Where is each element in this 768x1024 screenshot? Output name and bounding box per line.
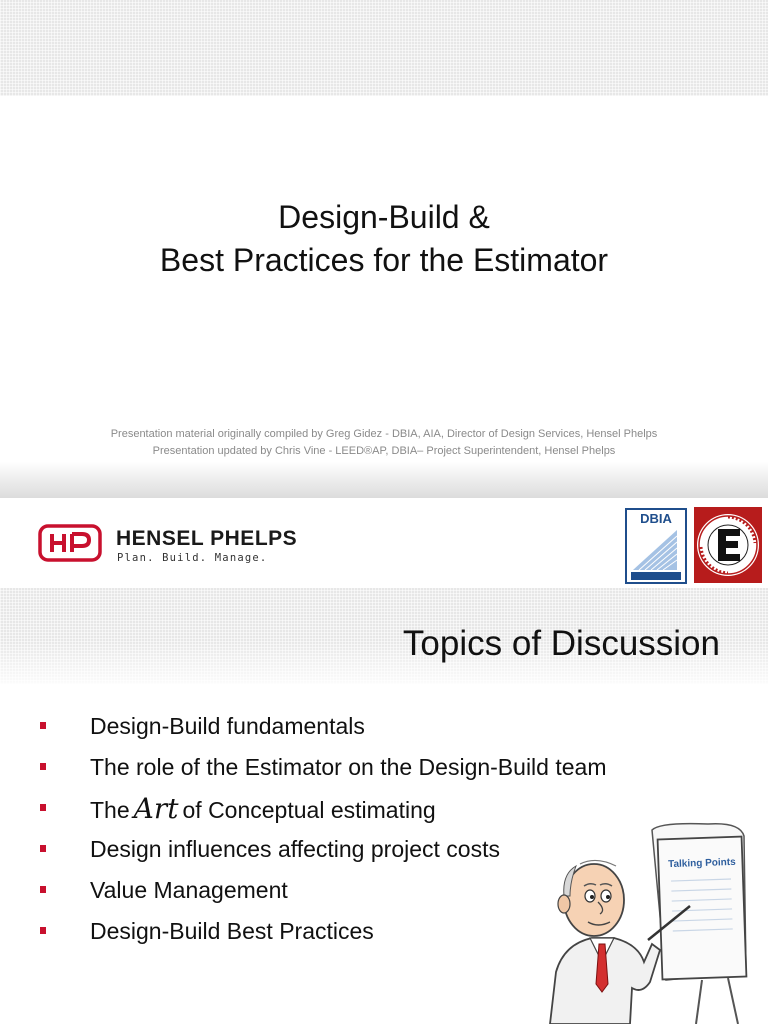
- list-item: The Art of Conceptual estimating: [40, 788, 606, 829]
- presenter-clipart-icon: [540, 822, 768, 1024]
- dbia-logo-icon: [625, 508, 687, 584]
- presentation-title: [0, 196, 768, 282]
- dbia-logo-text: DBIA: [640, 511, 672, 526]
- list-item: Design influences affecting project costs: [40, 829, 606, 870]
- bullet-square-icon: [40, 845, 46, 852]
- bullet-square-icon: [40, 763, 46, 770]
- presentation-credits: [0, 426, 768, 460]
- list-item: Design-Build Best Practices: [40, 911, 606, 952]
- hensel-phelps-logo-icon: [38, 524, 102, 562]
- list-item: The role of the Estimator on the Design-Build team: [40, 747, 606, 788]
- title-line-1: Design-Build &: [278, 199, 490, 235]
- bullet-square-icon: [40, 722, 46, 729]
- company-tagline: Plan. Build. Manage.: [117, 552, 268, 564]
- credit-line-2: Presentation updated by Chris Vine - LEED®AP, DBIA– Project Superintendent, Hensel Phelps: [152, 445, 616, 457]
- slide-heading: Topics of Discussion: [402, 624, 720, 663]
- topics-slide: [0, 588, 768, 1024]
- list-item: Value Management: [40, 870, 606, 911]
- credit-line-1: Presentation material originally compiled by Greg Gidez - DBIA, AIA, Director of Design Services, Hensel Phelps: [110, 428, 658, 440]
- hp-monogram: HP: [70, 548, 72, 549]
- flipchart-text: Talking Points: [667, 856, 736, 871]
- header-texture: [0, 0, 768, 96]
- title-line-2: Best Practices for the Estimator: [159, 242, 609, 278]
- company-name: HENSEL PHELPS: [116, 527, 298, 550]
- footer-band: [0, 462, 768, 498]
- bullet-square-icon: [40, 886, 46, 893]
- art-emphasis: Art: [133, 792, 179, 825]
- list-item: Design-Build fundamentals: [40, 706, 606, 747]
- topics-list: [40, 706, 606, 952]
- bullet-square-icon: [40, 804, 46, 811]
- bullet-square-icon: [40, 927, 46, 934]
- estimators-society-logo-icon: [694, 507, 762, 583]
